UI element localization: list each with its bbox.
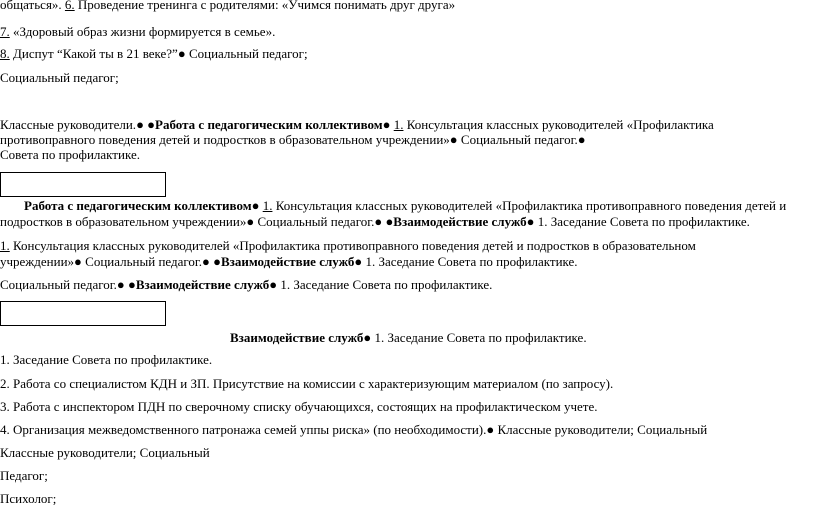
text: 3. Работа с инспектором ПДН по сверочному списку обучающихся, состоящих на профилактическом учете.	[0, 399, 598, 414]
text: 2. Работа со специалистом КДН и ЗП. Присутствие на комиссии с характеризующим материалом (по запросу).	[0, 376, 614, 391]
bullet-icon: ●	[147, 117, 156, 132]
item-number: 1.	[262, 198, 273, 213]
text: Проведение тренинга с родителями: «Учимся понимать друг друга»	[74, 0, 456, 12]
text: 4. Организация межведомственного патронажа семей уппы риска» (по необходимости).	[0, 422, 487, 437]
text: Социальный педагог;	[0, 70, 119, 85]
line-14	[0, 352, 212, 367]
text: Социальный педагог.	[254, 214, 375, 229]
bullet-icon: ●	[74, 254, 82, 269]
line-18	[0, 445, 210, 460]
bullet-icon: ●	[526, 214, 535, 229]
bullet-icon: ●	[213, 254, 221, 269]
bullet-icon: ●	[385, 214, 394, 229]
text: Классные руководители.	[0, 117, 137, 132]
section-heading: Взаимодействие служб	[135, 277, 270, 292]
line-3	[0, 46, 308, 61]
text: учреждении»	[0, 254, 75, 269]
line-16	[0, 399, 598, 414]
text: 1. Заседание Совета по профилактике.	[371, 330, 587, 345]
text: Совета по профилактике.	[0, 147, 140, 162]
bullet-icon: ●	[577, 132, 586, 147]
text: Психолог;	[0, 491, 57, 506]
text: Социальный педагог.	[457, 132, 578, 147]
line-20	[0, 491, 56, 506]
text: общаться».	[0, 0, 65, 12]
line-17	[0, 422, 707, 437]
bullet-icon: ●	[382, 117, 391, 132]
line-13	[230, 330, 587, 345]
item-number: 6.	[64, 0, 75, 12]
line-5	[0, 117, 714, 132]
text: противоправного поведения детей и подростков в образовательном учреждении»	[0, 132, 450, 147]
section-heading: Взаимодействие служб	[230, 330, 364, 345]
bullet-icon: ●	[116, 277, 125, 292]
section-heading: Работа с педагогическим коллективом	[24, 198, 252, 213]
line-9	[0, 214, 750, 229]
bullet-icon: ●	[354, 254, 363, 269]
bullet-icon: ●	[136, 117, 144, 132]
text: Консультация классных руководителей «Профилактика противоправного поведения детей и подростков в образовательном	[9, 238, 696, 253]
bullet-icon: ●	[246, 214, 255, 229]
text: 1. Заседание Совета по профилактике.	[534, 214, 750, 229]
bullet-icon: ●	[127, 277, 136, 292]
bullet-icon: ●	[449, 132, 458, 147]
text: 1. Заседание Совета по профилактике.	[277, 277, 493, 292]
bullet-icon: ●	[177, 46, 186, 61]
line-8	[24, 198, 786, 213]
text: Социальный педагог.	[81, 254, 203, 269]
line-1	[0, 0, 455, 12]
text: Социальный педагог.	[0, 277, 117, 292]
line-12	[0, 277, 492, 292]
empty-box	[0, 301, 166, 326]
text: Консультация классных руководителей «Профилактика	[403, 117, 714, 132]
bullet-icon: ●	[251, 198, 260, 213]
line-10	[0, 238, 696, 253]
empty-box	[0, 172, 166, 197]
bullet-icon: ●	[486, 422, 495, 437]
text: Классные руководители; Социальный	[494, 422, 708, 437]
line-15	[0, 376, 613, 391]
section-heading: Взаимодействие служб	[393, 214, 527, 229]
text: Консультация классных руководителей «Профилактика противоправного поведения детей и	[272, 198, 787, 213]
line-11	[0, 254, 578, 269]
line-4	[0, 70, 119, 85]
text: «Здоровый образ жизни формируется в семье».	[9, 24, 276, 39]
item-number: 1.	[0, 238, 10, 253]
text: 1. Заседание Совета по профилактике.	[0, 352, 213, 367]
line-2	[0, 24, 275, 39]
section-heading: Работа с педагогическим коллективом	[155, 117, 383, 132]
text: 1. Заседание Совета по профилактике.	[362, 254, 578, 269]
text: Классные руководители; Социальный	[0, 445, 210, 460]
bullet-icon: ●	[269, 277, 278, 292]
line-6	[0, 132, 586, 147]
line-7	[0, 147, 140, 162]
item-number: 7.	[0, 24, 10, 39]
text: Социальный педагог;	[185, 46, 308, 61]
item-number: 8.	[0, 46, 10, 61]
bullet-icon: ●	[202, 254, 210, 269]
item-number: 1.	[393, 117, 404, 132]
text: подростков в образовательном учреждении»	[0, 214, 247, 229]
bullet-icon: ●	[374, 214, 383, 229]
line-19	[0, 468, 48, 483]
text: Диспут “Какой ты в 21 веке?”	[9, 46, 178, 61]
bullet-icon: ●	[363, 330, 372, 345]
section-heading: Взаимодействие служб	[220, 254, 355, 269]
text: Педагог;	[0, 468, 48, 483]
